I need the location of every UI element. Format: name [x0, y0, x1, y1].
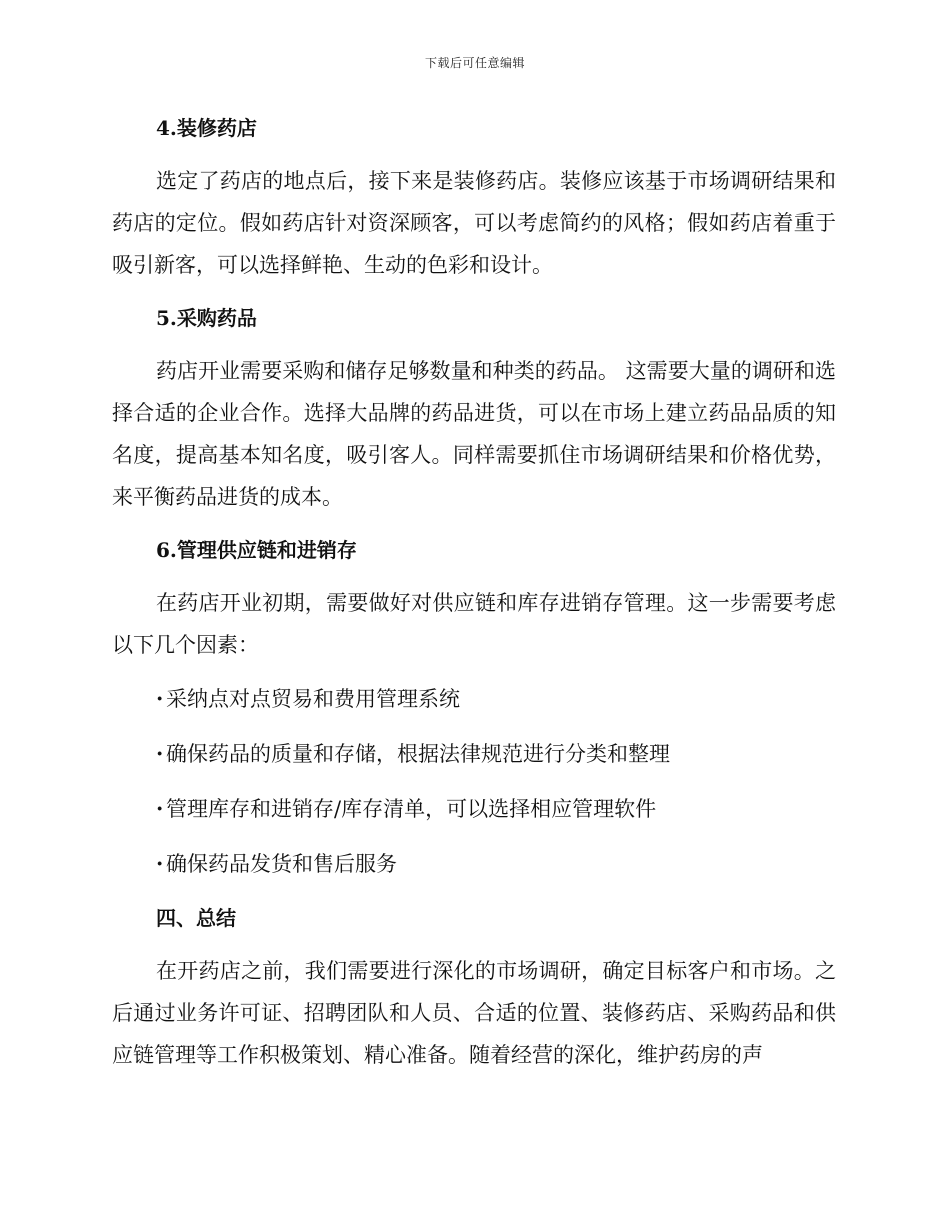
section-heading-purchasing: 5.采购药品	[156, 306, 257, 330]
section-heading-supply-chain: 6.管理供应链和进销存	[156, 538, 357, 562]
section-heading-summary: 四、总结	[156, 906, 236, 930]
list-item	[112, 788, 836, 830]
list-item-text: 确保药品发货和售后服务	[166, 852, 397, 876]
page-header-note: 下载后可任意编辑	[424, 56, 525, 70]
bullet-icon: ·	[156, 741, 164, 766]
bullet-icon: ·	[156, 851, 164, 876]
bullet-icon: ·	[156, 796, 164, 821]
list-item-text: 确保药品的质量和存储，根据法律规范进行分类和整理	[166, 742, 670, 766]
section-paragraph-renovation: 选定了药店的地点后，接下来是装修药店。装修应该基于市场调研结果和药店的定位。假如药店针对资深顾客，可以考虑简约的风格；假如药店着重于吸引新客，可以选择鲜艳、生动的色彩和设计。	[112, 169, 836, 277]
section-paragraph-summary: 在开药店之前，我们需要进行深化的市场调研，确定目标客户和市场。之后通过业务许可证、招聘团队和人员、合适的位置、装修药店、采购药品和供应链管理等工作积极策划、精心准备。随着经营的深化，维护药房的声	[112, 959, 836, 1067]
factor-list	[112, 678, 836, 885]
section-paragraph-purchasing: 药店开业需要采购和储存足够数量和种类的药品。 这需要大量的调研和选择合适的企业合作。选择大品牌的药品进货，可以在市场上建立药品品质的知名度，提高基本知名度，吸引客人。同样需要抓住市场调研结果和价格优势，来平衡药品进货的成本。	[112, 359, 836, 509]
list-item	[112, 678, 836, 720]
section-paragraph-supply-chain: 在药店开业初期，需要做好对供应链和库存进销存管理。这一步需要考虑以下几个因素：	[112, 591, 836, 657]
document-body	[112, 108, 836, 1088]
list-item-text: 管理库存和进销存/库存清单，可以选择相应管理软件	[166, 797, 657, 821]
list-item	[112, 733, 836, 775]
bullet-icon: ·	[156, 686, 164, 711]
list-item-text: 采纳点对点贸易和费用管理系统	[166, 687, 460, 711]
list-item	[112, 843, 836, 885]
section-heading-renovation: 4.装修药店	[156, 116, 257, 140]
